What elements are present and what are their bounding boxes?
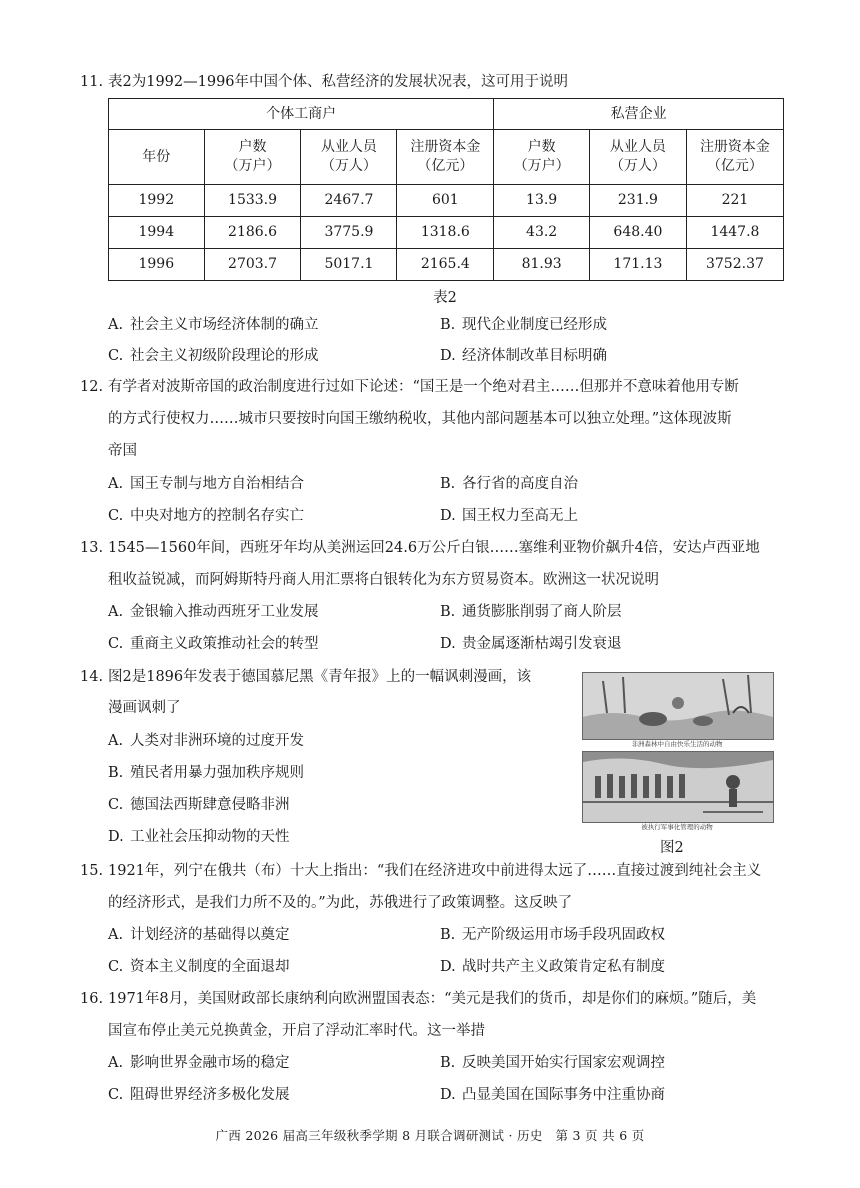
option-text: 战时共产主义政策肯定私有制度 [462,959,665,975]
table-cell: 171.13 [589,249,686,281]
option-text: 金银输入推动西班牙工业发展 [130,604,319,620]
table-header [686,130,783,185]
table-cell: 2467.7 [301,185,397,217]
table-header-unit: （万户） [224,158,281,174]
table-cell: 648.40 [589,217,686,249]
option-text: 影响世界金融市场的稳定 [130,1055,290,1071]
table-row [109,249,784,281]
question-stem-line: 租收益锐减，而阿姆斯特丹商人用汇票将白银转化为东方贸易资本。欧洲这一状况说明 [108,572,659,588]
figure-caption-bottom: 被执行军事化管理的动物 [641,823,713,831]
table-cell: 1447.8 [686,217,783,249]
table-cell: 1533.9 [204,185,301,217]
table-cell: 3775.9 [301,217,397,249]
table-header-unit: （万户） [513,158,570,174]
option-text: 社会主义市场经济体制的确立 [130,317,319,333]
option-d[interactable]: D. 国王权力至高无上 [440,508,578,524]
cartoon-illustration-top [583,673,773,739]
question-stem-line: 1921年，列宁在俄共（布）十大上指出：“我们在经济进攻中前进得太远了……直接过渡到纯社会主义 [108,863,762,879]
option-text: 中央对地方的控制名存实亡 [130,508,304,524]
table-row [109,185,784,217]
option-b[interactable]: B. 殖民者用暴力强加秩序规则 [108,765,304,781]
table-cell: 81.93 [494,249,590,281]
cartoon-panel-top [582,672,774,740]
option-text: 无产阶级运用市场手段巩固政权 [462,927,665,943]
table-header [397,130,494,185]
question-number: 12. [80,379,104,395]
table-cell: 1996 [109,249,205,281]
table-header-label: 从业人员 [320,139,377,155]
option-a[interactable]: A. 影响世界金融市场的稳定 [108,1055,290,1071]
table-header [301,130,397,185]
option-a[interactable]: A. 社会主义市场经济体制的确立 [108,317,319,333]
option-text: 德国法西斯肆意侵略非洲 [130,797,290,813]
question-stem-line: 国宣布停止美元兑换黄金，开启了浮动汇率时代。这一举措 [108,1023,485,1039]
option-text: 工业社会压抑动物的天性 [130,829,290,845]
option-text: 国王专制与地方自治相结合 [130,476,304,492]
option-d[interactable]: D. 贵金属逐渐枯竭引发衰退 [440,636,622,652]
option-c[interactable]: C. 资本主义制度的全面退却 [108,959,290,975]
option-text: 反映美国开始实行国家宏观调控 [462,1055,665,1071]
option-c[interactable]: C. 阻碍世界经济多极化发展 [108,1087,290,1103]
table-cell: 231.9 [589,185,686,217]
option-c[interactable]: C. 德国法西斯肆意侵略非洲 [108,797,290,813]
option-text: 阻碍世界经济多极化发展 [130,1087,290,1103]
table-cell: 13.9 [494,185,590,217]
figure-label: 图2 [660,840,684,856]
table-header-unit: （亿元） [706,158,763,174]
option-text: 国王权力至高无上 [462,508,578,524]
option-b[interactable]: B. 通货膨胀削弱了商人阶层 [440,604,622,620]
option-text: 殖民者用暴力强加秩序规则 [130,765,304,781]
table-header-label: 户数 [238,139,267,155]
option-text: 经济体制改革目标明确 [462,348,607,364]
table-cell: 5017.1 [301,249,397,281]
table-cell: 601 [397,185,494,217]
option-a[interactable]: A. 金银输入推动西班牙工业发展 [108,604,319,620]
option-c[interactable]: C. 重商主义政策推动社会的转型 [108,636,319,652]
option-a[interactable]: A. 人类对非洲环境的过度开发 [108,733,304,749]
table-cell: 1318.6 [397,217,494,249]
question-stem: 表2为1992—1996年中国个体、私营经济的发展状况表，这可用于说明 [108,74,569,90]
option-text: 重商主义政策推动社会的转型 [130,636,319,652]
option-text: 计划经济的基础得以奠定 [130,927,290,943]
table-cell: 2165.4 [397,249,494,281]
option-a[interactable]: A. 计划经济的基础得以奠定 [108,927,290,943]
option-d[interactable]: D. 工业社会压抑动物的天性 [108,829,290,845]
question-stem-line: 的方式行使权力……城市只要按时向国王缴纳税收，其他内部问题基本可以独立处理。”这体现波斯 [108,411,732,427]
option-text: 贵金属逐渐枯竭引发衰退 [462,636,622,652]
option-text: 社会主义初级阶段理论的形成 [130,348,319,364]
option-text: 人类对非洲环境的过度开发 [130,733,304,749]
table-row [109,217,784,249]
table-header-label: 注册资本金 [410,139,481,155]
table-cell: 221 [686,185,783,217]
question-stem-line: 有学者对波斯帝国的政治制度进行过如下论述：“国王是一个绝对君主……但那并不意味着他用专断 [108,379,739,395]
option-d[interactable]: D. 凸显美国在国际事务中注重协商 [440,1087,665,1103]
option-d[interactable]: D. 经济体制改革目标明确 [440,348,607,364]
question-stem-line: 1971年8月，美国财政部长康纳利向欧洲盟国表态：“美元是我们的货币，却是你们的麻烦。”随后，美 [108,991,757,1007]
data-table [108,98,784,281]
option-text: 凸显美国在国际事务中注重协商 [462,1087,665,1103]
question-stem-line: 帝国 [108,443,137,459]
table-cell: 2186.6 [204,217,301,249]
question-number: 16. [80,991,104,1007]
table-header-label: 从业人员 [609,139,666,155]
table-caption: 表2 [433,290,457,306]
table-cell: 3752.37 [686,249,783,281]
table-header-label: 注册资本金 [699,139,770,155]
option-a[interactable]: A. 国王专制与地方自治相结合 [108,476,304,492]
figure-caption-top: 非洲森林中自由快乐生活的动物 [631,740,723,748]
table-cell: 43.2 [494,217,590,249]
cartoon-figure [582,672,772,832]
table-header-year: 年份 [109,130,205,185]
table-header-unit: （亿元） [417,158,474,174]
table-header [589,130,686,185]
cartoon-panel-bottom [582,751,774,823]
option-b[interactable]: B. 现代企业制度已经形成 [440,317,607,333]
cartoon-illustration-bottom [583,752,773,822]
option-c[interactable]: C. 中央对地方的控制名存实亡 [108,508,304,524]
option-d[interactable]: D. 战时共产主义政策肯定私有制度 [440,959,665,975]
table-header-unit: （万人） [609,158,666,174]
question-stem-line: 1545—1560年间，西班牙年均从美洲运回24.6万公斤白银……塞维利亚物价飙升4倍，安达卢西亚地 [108,540,760,556]
question-number: 15. [80,863,104,879]
table-header-label: 户数 [527,139,556,155]
question-number: 14. [80,669,104,685]
option-b[interactable]: B. 反映美国开始实行国家宏观调控 [440,1055,665,1071]
option-b[interactable]: B. 各行省的高度自治 [440,476,578,492]
table-group-header: 私营企业 [494,99,784,130]
page-footer: 广西 2026 届高三年级秋季学期 8 月联合调研测试 · 历史 第 3 页 共 6 页 [215,1128,645,1143]
table-header-unit: （万人） [320,158,377,174]
option-b[interactable]: B. 无产阶级运用市场手段巩固政权 [440,927,665,943]
table-header [204,130,301,185]
table-cell: 1994 [109,217,205,249]
table-header [494,130,590,185]
question-number: 11. [80,74,104,90]
option-text: 资本主义制度的全面退却 [130,959,290,975]
option-text: 通货膨胀削弱了商人阶层 [462,604,622,620]
question-stem-line: 的经济形式，是我们力所不及的。”为此，苏俄进行了政策调整。这反映了 [108,895,573,911]
option-text: 现代企业制度已经形成 [462,317,607,333]
question-number: 13. [80,540,104,556]
question-stem-line: 漫画讽刺了 [108,700,181,716]
table-group-header: 个体工商户 [109,99,494,130]
question-stem-line: 图2是1896年发表于德国慕尼黑《青年报》上的一幅讽刺漫画，该 [108,669,532,685]
table-cell: 1992 [109,185,205,217]
option-c[interactable]: C. 社会主义初级阶段理论的形成 [108,348,319,364]
option-text: 各行省的高度自治 [462,476,578,492]
table-cell: 2703.7 [204,249,301,281]
